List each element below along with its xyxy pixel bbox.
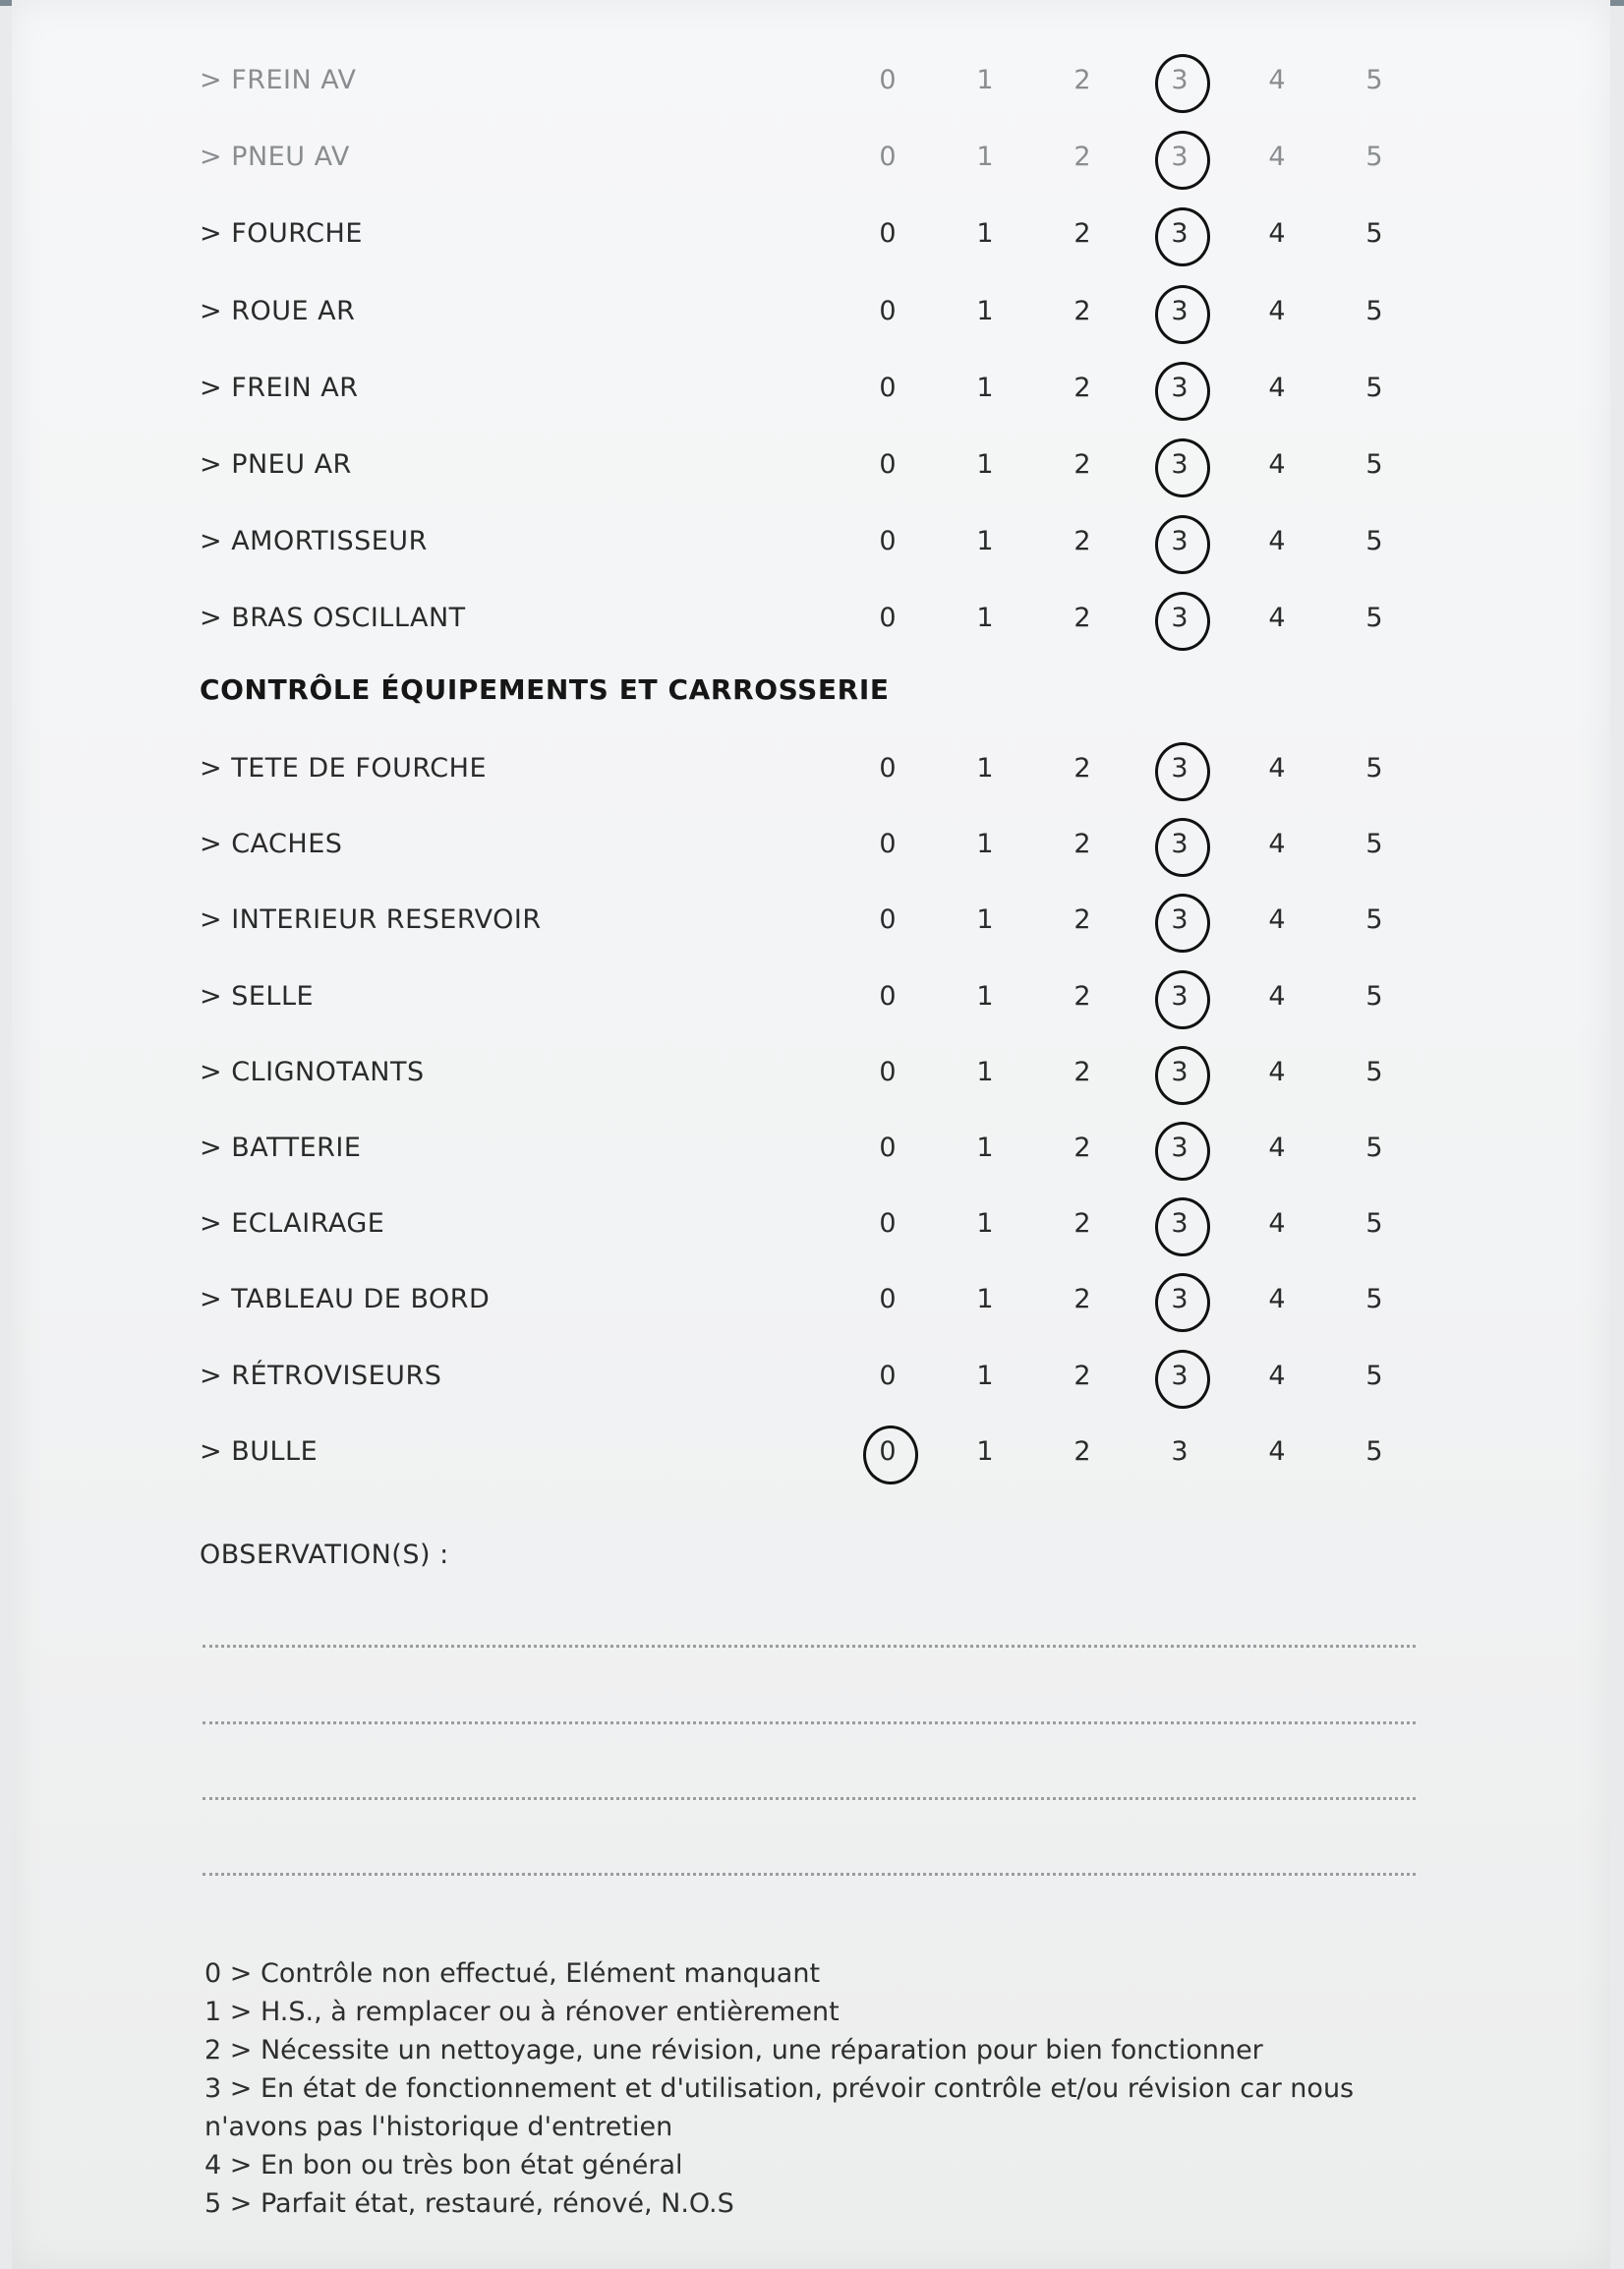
score-option[interactable]: 5 (1365, 449, 1383, 480)
score-option[interactable]: 5 (1365, 295, 1383, 326)
checklist-item-label: > FREIN AV (200, 65, 357, 95)
score-option[interactable]: 2 (1073, 449, 1091, 480)
score-option[interactable]: 0 (879, 904, 897, 936)
score-option[interactable]: 0 (879, 449, 897, 480)
score-option[interactable]: 1 (976, 1056, 994, 1087)
score-option[interactable]: 0 (879, 1133, 897, 1163)
score-option[interactable]: 0 (879, 142, 897, 173)
legend-item: 2 > Nécessite un nettoyage, une révision, une réparation pour bien fonctionner (204, 2035, 1263, 2065)
checklist-row (0, 512, 1624, 571)
score-option[interactable]: 1 (976, 218, 994, 250)
score-option[interactable]: 4 (1268, 1284, 1286, 1315)
checklist-row (0, 282, 1624, 341)
score-option[interactable]: 0 (879, 295, 897, 326)
score-option[interactable]: 1 (976, 372, 994, 403)
checklist-row (0, 815, 1624, 874)
legend-item: 0 > Contrôle non effectué, Elément manquant (204, 1958, 821, 1989)
score-option[interactable]: 4 (1268, 1208, 1286, 1240)
score-option[interactable]: 2 (1073, 603, 1091, 634)
checklist-row (0, 1347, 1624, 1406)
score-option[interactable]: 4 (1268, 753, 1286, 784)
score-option[interactable]: 1 (976, 1208, 994, 1240)
score-option-selected[interactable]: 3 (1158, 739, 1201, 798)
observation-line[interactable] (203, 1873, 1416, 1876)
score-option[interactable]: 5 (1365, 1056, 1383, 1087)
score-option[interactable]: 4 (1268, 218, 1286, 250)
score-option[interactable]: 2 (1073, 1284, 1091, 1315)
legend-item: 1 > H.S., à remplacer ou à rénover entièrement (204, 1997, 840, 2027)
score-option-selected[interactable]: 3 (1158, 1194, 1201, 1253)
score-option-selected[interactable]: 3 (1158, 1043, 1201, 1102)
score-option[interactable]: 5 (1365, 1360, 1383, 1391)
score-option-selected[interactable]: 3 (1158, 282, 1201, 341)
checklist-item-label: > FREIN AR (200, 372, 359, 403)
checklist-row (0, 1270, 1624, 1329)
score-option[interactable]: 4 (1268, 603, 1286, 634)
legend-item: 3 > En état de fonctionnement et d'utilisation, prévoir contrôle et/ou révision car nous n'avons pas l'historique d'entretien (204, 2073, 1355, 2142)
score-option[interactable]: 5 (1365, 1208, 1383, 1240)
score-option[interactable]: 1 (976, 1360, 994, 1391)
score-option[interactable]: 0 (879, 1360, 897, 1391)
checklist-row (0, 204, 1624, 263)
score-option[interactable]: 2 (1073, 142, 1091, 173)
score-option[interactable]: 0 (879, 218, 897, 250)
score-option[interactable]: 2 (1073, 295, 1091, 326)
legend (204, 1954, 1423, 2223)
checklist-item-label: > BULLE (200, 1435, 319, 1467)
score-option[interactable]: 3 (1171, 1435, 1189, 1467)
checklist-item-label: > CACHES (200, 829, 343, 860)
score-option[interactable]: 1 (976, 1284, 994, 1315)
legend-item: 4 > En bon ou très bon état général (204, 2150, 683, 2181)
checklist-row (0, 51, 1624, 110)
score-option[interactable]: 5 (1365, 1284, 1383, 1315)
score-option[interactable]: 1 (976, 142, 994, 173)
checklist-item-label: > FOURCHE (200, 218, 363, 250)
score-option[interactable]: 1 (976, 980, 994, 1012)
score-option-selected[interactable]: 3 (1158, 1119, 1201, 1178)
score-option[interactable]: 5 (1365, 603, 1383, 634)
score-option[interactable]: 0 (879, 1208, 897, 1240)
score-option-selected[interactable]: 3 (1158, 204, 1201, 263)
score-option[interactable]: 4 (1268, 1435, 1286, 1467)
score-option[interactable]: 4 (1268, 65, 1286, 95)
score-option[interactable]: 2 (1073, 1435, 1091, 1467)
score-option[interactable]: 1 (976, 65, 994, 95)
score-option[interactable]: 2 (1073, 372, 1091, 403)
score-option[interactable]: 2 (1073, 1056, 1091, 1087)
score-option[interactable]: 4 (1268, 372, 1286, 403)
score-option[interactable]: 4 (1268, 1360, 1286, 1391)
score-option[interactable]: 5 (1365, 1435, 1383, 1467)
score-option[interactable]: 4 (1268, 1056, 1286, 1087)
checklist-row (0, 891, 1624, 950)
score-option[interactable]: 4 (1268, 980, 1286, 1012)
checklist-row (0, 128, 1624, 187)
score-option-selected[interactable]: 3 (1158, 589, 1201, 648)
observations-label: OBSERVATION(S) : (200, 1540, 449, 1570)
checklist-row (0, 436, 1624, 495)
checklist-row (0, 359, 1624, 418)
checklist-item-label: > PNEU AV (200, 142, 350, 173)
score-option[interactable]: 4 (1268, 904, 1286, 936)
checklist-row (0, 1043, 1624, 1102)
score-option[interactable]: 0 (879, 980, 897, 1012)
score-option[interactable]: 1 (976, 295, 994, 326)
checklist-item-label: > AMORTISSEUR (200, 526, 428, 557)
score-option[interactable]: 1 (976, 829, 994, 860)
score-option[interactable]: 4 (1268, 526, 1286, 557)
score-option[interactable]: 2 (1073, 526, 1091, 557)
score-option-selected[interactable]: 3 (1158, 512, 1201, 571)
score-option[interactable]: 2 (1073, 904, 1091, 936)
score-option[interactable]: 1 (976, 603, 994, 634)
score-option[interactable]: 5 (1365, 904, 1383, 936)
score-option[interactable]: 5 (1365, 980, 1383, 1012)
checklist-item-label: > ROUE AR (200, 295, 356, 326)
checklist-item-label: > CLIGNOTANTS (200, 1056, 425, 1087)
score-option[interactable]: 5 (1365, 829, 1383, 860)
score-option[interactable]: 2 (1073, 65, 1091, 95)
score-option[interactable]: 5 (1365, 142, 1383, 173)
score-option-selected[interactable]: 3 (1158, 1347, 1201, 1406)
score-option-selected[interactable]: 3 (1158, 128, 1201, 187)
score-option[interactable]: 0 (879, 753, 897, 784)
checklist-row (0, 589, 1624, 648)
checklist-row (0, 1119, 1624, 1178)
score-option[interactable]: 2 (1073, 980, 1091, 1012)
score-option[interactable]: 0 (879, 603, 897, 634)
score-option[interactable]: 1 (976, 449, 994, 480)
score-option[interactable]: 5 (1365, 372, 1383, 403)
checklist-row (0, 739, 1624, 798)
score-option[interactable]: 1 (976, 526, 994, 557)
observation-line[interactable] (203, 1721, 1416, 1724)
checklist-item-label: > ECLAIRAGE (200, 1208, 385, 1240)
score-option[interactable]: 2 (1073, 1360, 1091, 1391)
score-option[interactable]: 0 (879, 1056, 897, 1087)
score-option-selected[interactable]: 3 (1158, 359, 1201, 418)
score-option-selected[interactable]: 3 (1158, 815, 1201, 874)
observation-line[interactable] (203, 1797, 1416, 1800)
score-option[interactable]: 4 (1268, 829, 1286, 860)
checklist-item-label: > BRAS OSCILLANT (200, 603, 466, 634)
checklist-item-label: > TETE DE FOURCHE (200, 753, 487, 784)
score-option[interactable]: 1 (976, 1435, 994, 1467)
legend-item: 5 > Parfait état, restauré, rénové, N.O.S (204, 2188, 734, 2219)
checklist-row (0, 1423, 1624, 1482)
score-option[interactable]: 0 (879, 526, 897, 557)
score-option-selected[interactable]: 3 (1158, 891, 1201, 950)
score-option[interactable]: 0 (879, 65, 897, 95)
checklist-item-label: > INTERIEUR RESERVOIR (200, 904, 542, 936)
score-option[interactable]: 1 (976, 753, 994, 784)
score-option[interactable]: 2 (1073, 218, 1091, 250)
score-option[interactable]: 2 (1073, 753, 1091, 784)
score-option[interactable]: 5 (1365, 1133, 1383, 1163)
score-option-selected[interactable]: 3 (1158, 967, 1201, 1026)
score-option[interactable]: 2 (1073, 1133, 1091, 1163)
score-option[interactable]: 2 (1073, 1208, 1091, 1240)
checklist-item-label: > SELLE (200, 980, 315, 1012)
score-option[interactable]: 1 (976, 1133, 994, 1163)
checklist-item-label: > PNEU AR (200, 449, 352, 480)
checklist-row (0, 1194, 1624, 1253)
score-option-selected[interactable]: 3 (1158, 436, 1201, 495)
score-option[interactable]: 0 (879, 1284, 897, 1315)
score-option-selected[interactable]: 3 (1158, 1270, 1201, 1329)
score-option[interactable]: 0 (879, 829, 897, 860)
score-option[interactable]: 5 (1365, 65, 1383, 95)
section-title: CONTRÔLE ÉQUIPEMENTS ET CARROSSERIE (200, 673, 890, 706)
score-option-selected[interactable]: 3 (1158, 51, 1201, 110)
score-option[interactable]: 4 (1268, 1133, 1286, 1163)
score-option[interactable]: 5 (1365, 526, 1383, 557)
score-option[interactable]: 2 (1073, 829, 1091, 860)
score-option[interactable]: 1 (976, 904, 994, 936)
checklist-item-label: > TABLEAU DE BORD (200, 1284, 491, 1315)
checklist-item-label: > BATTERIE (200, 1133, 362, 1163)
score-option[interactable]: 4 (1268, 142, 1286, 173)
score-option-selected[interactable]: 0 (866, 1423, 909, 1482)
score-option[interactable]: 5 (1365, 753, 1383, 784)
score-option[interactable]: 4 (1268, 449, 1286, 480)
observation-line[interactable] (203, 1645, 1416, 1648)
score-option[interactable]: 5 (1365, 218, 1383, 250)
score-option[interactable]: 4 (1268, 295, 1286, 326)
checklist-item-label: > RÉTROVISEURS (200, 1360, 442, 1391)
score-option[interactable]: 0 (879, 372, 897, 403)
checklist-row (0, 967, 1624, 1026)
